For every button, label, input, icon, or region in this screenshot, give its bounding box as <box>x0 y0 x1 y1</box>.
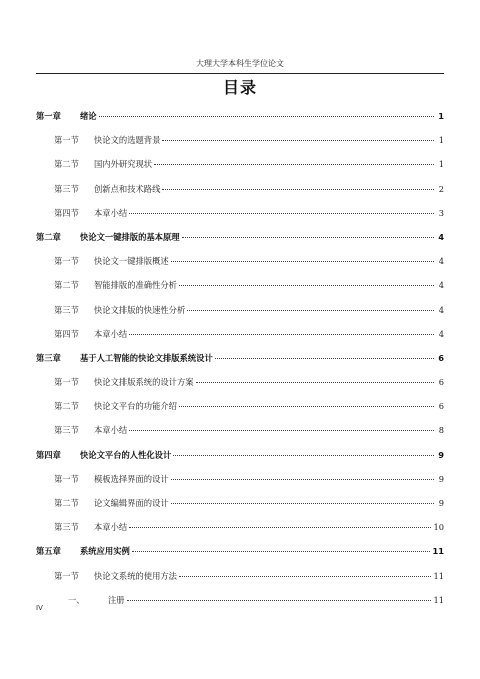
toc-dot-leader <box>162 189 434 190</box>
toc-entry-title: 快论文系统的使用方法 <box>94 570 177 581</box>
toc-entry-number: 第一节 <box>54 135 79 146</box>
toc-entry-page: 2 <box>438 183 444 194</box>
toc-title: 目录 <box>222 78 257 97</box>
page-number: IV <box>36 604 43 612</box>
toc-entry-title: 模板选择界面的设计 <box>94 473 169 484</box>
toc-entry-page: 4 <box>438 328 444 339</box>
toc-dot-leader <box>132 551 431 552</box>
toc-dot-leader <box>179 285 434 286</box>
toc-entry-page: 4 <box>438 304 444 315</box>
toc-entry-number: 第二章 <box>36 231 61 242</box>
toc-section-entry[interactable] <box>36 255 444 279</box>
toc-dot-leader <box>129 213 434 214</box>
toc-entry-title: 快论文的选题背景 <box>94 135 161 146</box>
toc-entry-page: 6 <box>438 401 444 412</box>
toc-entry-title: 快论文平台的人性化设计 <box>80 449 172 460</box>
toc-section-entry[interactable] <box>36 183 444 207</box>
toc-entry-page: 1 <box>438 159 444 170</box>
toc-subsection-entry[interactable] <box>36 594 444 618</box>
toc-entry-page: 4 <box>438 280 444 291</box>
toc-dot-leader <box>179 406 434 407</box>
toc-entry-number: 一、 <box>68 594 85 605</box>
toc-entry-number: 第一节 <box>54 377 79 388</box>
toc-entry-number: 第一章 <box>36 111 61 121</box>
toc-section-entry[interactable] <box>36 304 444 328</box>
toc-section-entry[interactable] <box>36 400 444 424</box>
toc-entry-title: 绪论 <box>80 111 97 121</box>
toc-entry-number: 第二节 <box>54 280 79 291</box>
toc-section-entry[interactable] <box>36 473 444 497</box>
toc-section-entry[interactable] <box>36 279 444 303</box>
toc-entry-page: 1 <box>438 135 444 146</box>
toc-entry-title: 国内外研究现状 <box>94 159 153 170</box>
toc-section-entry[interactable] <box>36 158 444 182</box>
toc-entry-title: 基于人工智能的快论文排版系统设计 <box>80 352 213 363</box>
toc-entry-number: 第二节 <box>54 401 79 412</box>
toc-section-entry[interactable] <box>36 570 444 594</box>
toc-dot-leader <box>162 140 434 141</box>
toc-dot-leader <box>171 503 434 504</box>
toc-entry-number: 第三节 <box>54 183 79 194</box>
toc-entry-number: 第一节 <box>54 570 79 581</box>
toc-entry-title: 快论文一键排版概述 <box>94 256 169 267</box>
toc-dot-leader <box>127 600 432 601</box>
toc-dot-leader <box>171 261 434 262</box>
toc-entry-number: 第四节 <box>54 207 79 218</box>
toc-dot-leader <box>171 479 434 480</box>
toc-section-entry[interactable] <box>36 328 444 352</box>
toc-dot-leader <box>215 358 434 359</box>
toc-dot-leader <box>182 237 434 238</box>
toc-entry-number: 第三章 <box>36 352 61 363</box>
toc-section-entry[interactable] <box>36 376 444 400</box>
toc-entry-title: 注册 <box>108 594 125 605</box>
toc-entry-page: 9 <box>438 449 444 460</box>
toc-chapter-entry[interactable] <box>36 110 444 134</box>
toc-entry-page: 6 <box>438 352 444 363</box>
toc-dot-leader <box>129 527 431 528</box>
toc-entry-page: 10 <box>433 522 444 533</box>
toc-entry-number: 第二节 <box>54 498 79 508</box>
toc-entry-page: 11 <box>433 570 444 581</box>
toc-entry-title: 本章小结 <box>94 328 128 339</box>
toc-entry-page: 3 <box>438 207 444 218</box>
toc-entry-title: 论文编辑界面的设计 <box>94 498 169 508</box>
toc-entry-number: 第三节 <box>54 425 79 436</box>
toc-entry-title: 创新点和技术路线 <box>94 183 161 194</box>
toc-section-entry[interactable] <box>36 424 444 448</box>
toc-chapter-entry[interactable] <box>36 231 444 255</box>
toc-dot-leader <box>173 455 434 456</box>
toc-entry-number: 第四节 <box>54 328 79 339</box>
toc-entry-title: 智能排版的准确性分析 <box>94 280 177 291</box>
toc-entry-page: 4 <box>438 231 444 242</box>
toc-dot-leader <box>154 164 434 165</box>
toc-entry-page: 9 <box>438 498 444 508</box>
toc-entry-page: 1 <box>438 111 444 121</box>
toc-section-entry[interactable] <box>36 134 444 158</box>
toc-chapter-entry[interactable] <box>36 449 444 473</box>
toc-entry-title: 快论文平台的功能介绍 <box>94 401 177 412</box>
toc-entry-number: 第二节 <box>54 159 79 170</box>
toc-dot-leader <box>129 334 434 335</box>
toc-entry-page: 6 <box>438 377 444 388</box>
toc-entry-number: 第三节 <box>54 304 79 315</box>
toc-entry-title: 本章小结 <box>94 522 128 533</box>
toc-entry-page: 4 <box>438 256 444 267</box>
toc-entry-page: 11 <box>433 594 444 605</box>
toc-section-entry[interactable] <box>36 521 444 545</box>
toc-entry-page: 9 <box>438 473 444 484</box>
toc-entry-number: 第五章 <box>36 546 61 557</box>
toc-dot-leader <box>196 382 434 383</box>
toc-chapter-entry[interactable] <box>36 352 444 376</box>
toc-entry-title: 系统应用实例 <box>80 546 130 557</box>
toc-entry-title: 快论文排版的快速性分析 <box>94 304 186 315</box>
toc-entry-title: 本章小结 <box>94 425 128 436</box>
toc-dot-leader <box>129 430 434 431</box>
toc-chapter-entry[interactable] <box>36 545 444 569</box>
running-header-title: 大理大学本科生学位论文 <box>196 59 284 68</box>
toc-dot-leader <box>179 576 431 577</box>
toc-dot-leader <box>187 310 434 311</box>
toc-entry-number: 第三节 <box>54 522 79 533</box>
toc-list <box>36 110 444 618</box>
toc-entry-number: 第四章 <box>36 449 61 460</box>
toc-entry-title: 本章小结 <box>94 207 128 218</box>
toc-entry-title: 快论文一键排版的基本原理 <box>80 231 180 242</box>
toc-entry-title: 快论文排版系统的设计方案 <box>94 377 194 388</box>
toc-section-entry[interactable] <box>36 497 444 521</box>
toc-entry-page: 11 <box>432 546 444 557</box>
toc-section-entry[interactable] <box>36 207 444 231</box>
toc-entry-number: 第一节 <box>54 473 79 484</box>
running-header <box>36 58 444 74</box>
toc-entry-page: 8 <box>438 425 444 436</box>
toc-entry-number: 第一节 <box>54 256 79 267</box>
toc-dot-leader <box>99 116 434 117</box>
